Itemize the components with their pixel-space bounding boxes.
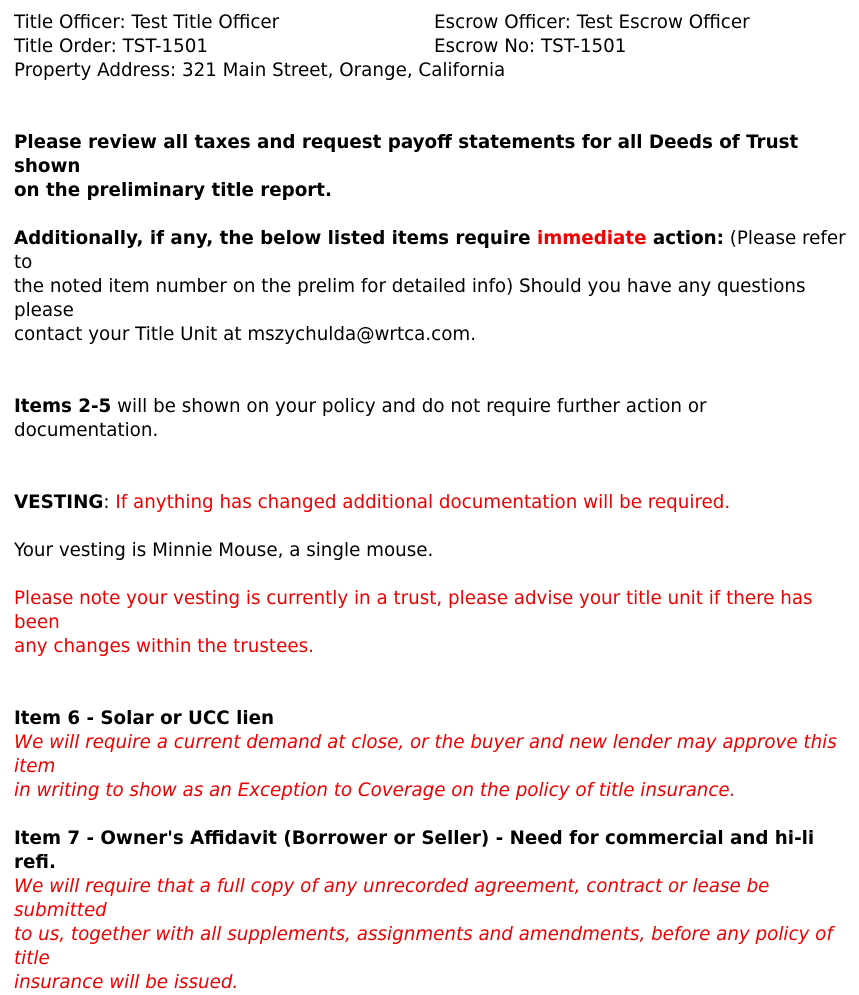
additional-line-2: the noted item number on the prelim for detailed info) Should you have any questions please (14, 276, 806, 321)
vesting-heading (14, 491, 854, 515)
item-6-line-1: We will require a current demand at close, or the buyer and new lender may approve this item (14, 732, 837, 777)
header-block (14, 11, 854, 83)
item-7-line-2: to us, together with all supplements, assignments and amendments, before any policy of title (14, 924, 833, 969)
additional-notice (14, 227, 854, 347)
title-order: Title Order: TST-1501 (14, 36, 208, 57)
item-6-title: Item 6 - Solar or UCC lien (14, 708, 275, 729)
item-6-block (14, 707, 854, 803)
trust-notice-line-2: any changes within the trustees. (14, 636, 314, 657)
vesting-warning: If anything has changed additional documentation will be required. (115, 492, 731, 513)
item-7-line-1: We will require that a full copy of any unrecorded agreement, contract or lease be submitted (14, 876, 770, 921)
additional-bold-suffix: action: (646, 228, 724, 249)
review-notice-line-2: on the preliminary title report. (14, 180, 332, 201)
item-7-title: Item 7 - Owner's Affidavit (Borrower or Seller) - Need for commercial and hi-li refi. (14, 828, 815, 873)
vesting-label: VESTING (14, 492, 104, 513)
items-no-action-text: will be shown on your policy and do not require further action or documentation. (14, 396, 707, 441)
item-7-line-3: insurance will be issued. (14, 972, 239, 993)
property-address: Property Address: 321 Main Street, Orange, California (14, 60, 506, 81)
contact-line: contact your Title Unit at mszychulda@wrtca.com. (14, 324, 477, 345)
item-7-body (14, 875, 854, 995)
escrow-number: Escrow No: TST-1501 (434, 36, 627, 57)
item-6-body (14, 731, 854, 803)
additional-bold-prefix: Additionally, if any, the below listed items require (14, 228, 537, 249)
trust-notice (14, 587, 854, 659)
header-row-2 (14, 35, 854, 59)
immediate-emphasis: immediate (536, 228, 647, 249)
title-officer: Title Officer: Test Title Officer (14, 12, 280, 33)
items-range-label: Items 2-5 (14, 396, 112, 417)
review-notice (14, 131, 854, 203)
item-7-block (14, 827, 854, 995)
escrow-officer: Escrow Officer: Test Escrow Officer (434, 12, 750, 33)
vesting-statement: Your vesting is Minnie Mouse, a single mouse. (14, 540, 434, 561)
document-page (14, 11, 854, 995)
trust-notice-line-1: Please note your vesting is currently in a trust, please advise your title unit if there has been (14, 588, 813, 633)
header-row-1 (14, 11, 854, 35)
vesting-colon: : (103, 492, 116, 513)
header-row-3 (14, 59, 854, 83)
review-notice-line-1: Please review all taxes and request payoff statements for all Deeds of Trust shown (14, 132, 799, 177)
additional-rest-line-1: (Please refer to (14, 228, 846, 273)
items-no-action (14, 395, 854, 443)
item-6-line-2: in writing to show as an Exception to Coverage on the policy of title insurance. (14, 780, 736, 801)
